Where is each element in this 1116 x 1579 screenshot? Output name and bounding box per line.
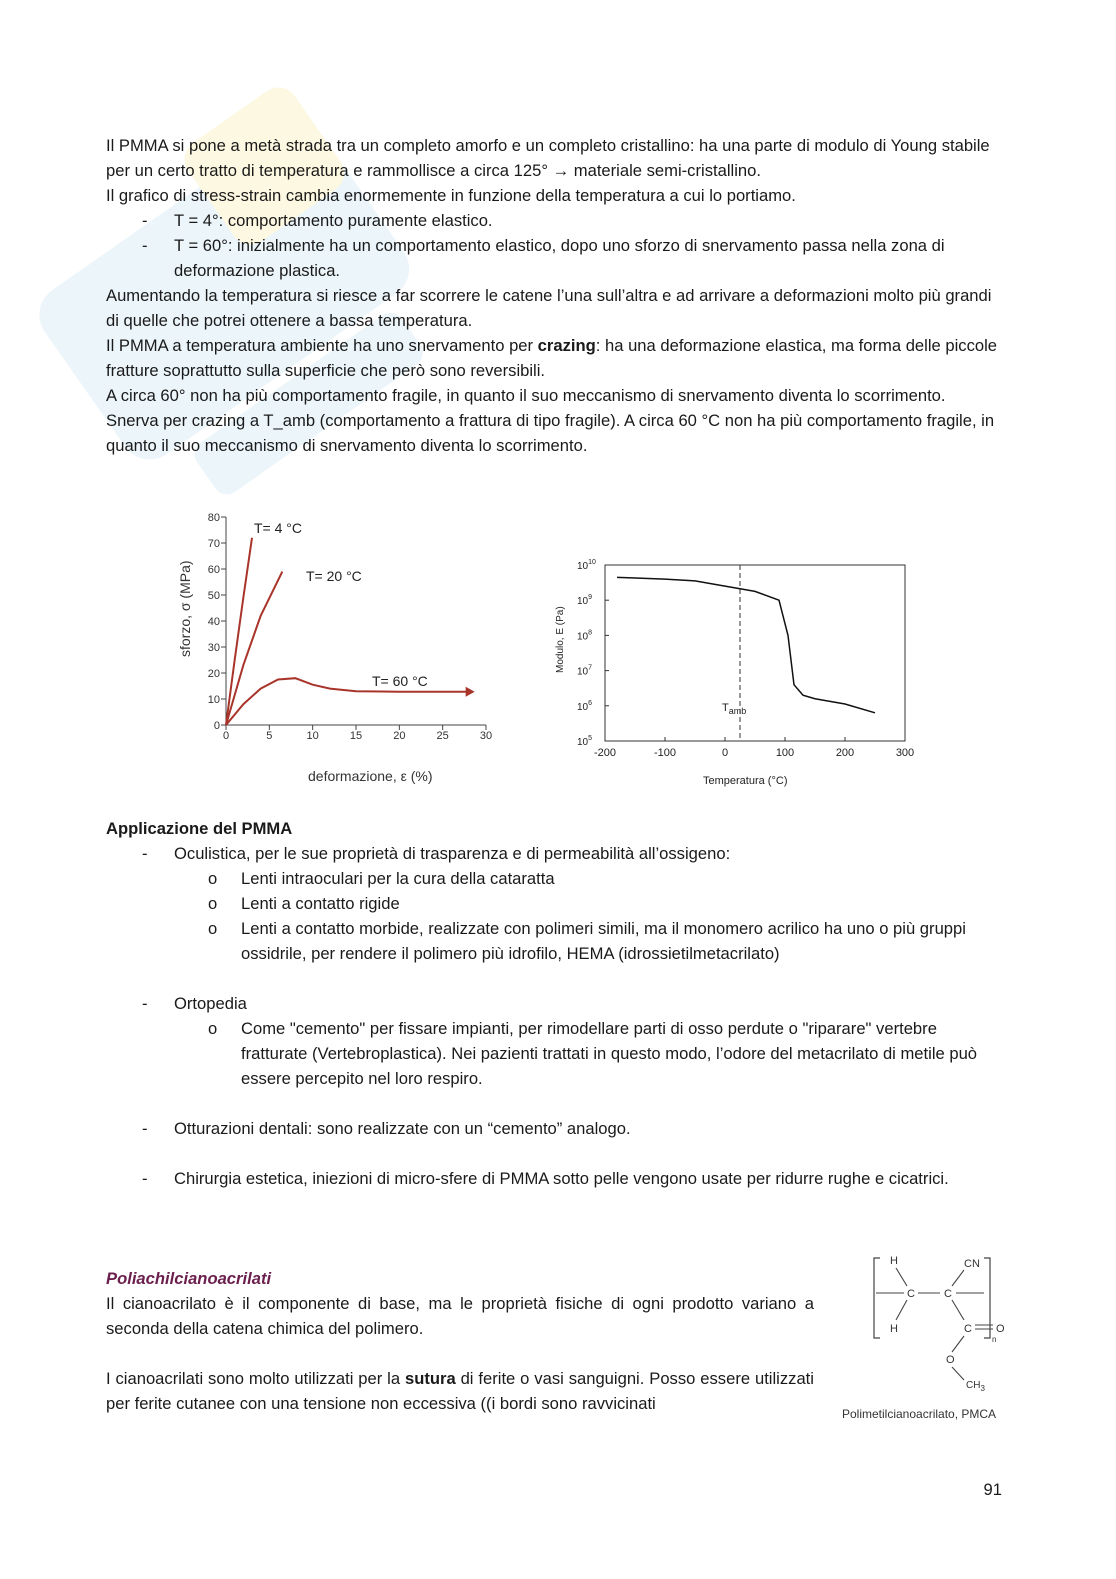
c2-ytick-label: $10^{10}$: [577, 559, 596, 572]
figures: [150, 505, 930, 805]
c1-ytick-label: 50: [207, 590, 220, 602]
subitem-rigide: o Lenti a contatto rigide: [106, 891, 1006, 916]
page-number: 91: [983, 1480, 1002, 1499]
c1-series-line: [226, 678, 469, 725]
bracket-left: [874, 1258, 880, 1338]
atom-c1: C: [907, 1288, 915, 1300]
c2-xlabel: Temperatura (°C): [703, 775, 788, 787]
c1-ytick-label: 30: [207, 642, 220, 654]
c1-xtick-label: 15: [349, 730, 363, 742]
c2-ytick-label: $10^9$: [577, 594, 593, 608]
paragraph-snerva: Snerva per crazing a T_amb (comportamento a frattura di tipo fragile). A circa 60 °C non ha più comportamento fragile, in quanto il suo meccanismo di snervamento diventa lo scorrimento.: [106, 411, 995, 455]
bullet-ortopedia: - Ortopedia: [106, 991, 1006, 1016]
c1-xtick-label: 20: [393, 730, 406, 742]
bullet-t4: - T = 4°: comportamento puramente elastico.: [106, 208, 1006, 233]
c1-ytick-label: 10: [207, 694, 220, 706]
c1-label-t4: T= 4 °C: [254, 520, 303, 536]
c1-ytick-label: 0: [213, 720, 220, 732]
atom-ch3: $CH_3$: [966, 1380, 985, 1393]
sutura-pre: I cianoacrilati sono molto utilizzati per la: [106, 1369, 405, 1388]
c2-xtick-label: -200: [593, 747, 617, 759]
c1-xtick-label: 0: [222, 730, 230, 742]
atom-h-bottom: H: [890, 1323, 898, 1335]
atom-o-double: O: [996, 1323, 1005, 1335]
atom-o-single: O: [946, 1354, 955, 1366]
c1-xtick-label: 25: [436, 730, 449, 742]
chem-caption: Polimetilcianoacrilato, PMCA: [842, 1407, 997, 1421]
bullet-oculistica: - Oculistica, per le sue proprietà di trasparenza e di permeabilità all’ossigeno:: [106, 841, 1006, 866]
paragraph-stress-strain: Il grafico di stress-strain cambia enormemente in funzione della temperatura a cui lo portiamo.: [106, 186, 796, 205]
atom-h-top: H: [890, 1255, 898, 1267]
paragraph-temperature: Aumentando la temperatura si riesce a far scorrere le catene l’una sull’altra e ad arrivare a deformazioni molto più grandi di quelle che potrei ottenere a bassa temperatura.: [106, 286, 992, 330]
c1-ytick-label: 60: [207, 564, 220, 576]
crazing-pre: Il PMMA a temperatura ambiente ha uno snervamento per: [106, 336, 538, 355]
c1-xtick-label: 10: [306, 730, 319, 742]
c2-xtick-label: 200: [835, 747, 855, 759]
applications-section: [106, 816, 1006, 1191]
bracket-right: [984, 1258, 990, 1338]
subitem-cemento: o Come "cemento" per fissare impianti, per rimodellare parti di osso perdute o "riparare" vertebre fratturate (Vertebroplastica). Nei pazienti trattati in questo modo, l’odore del metacrilato di metile può essere percepito nel loro respiro.: [106, 1016, 1006, 1091]
c1-label-t20: T= 20 °C: [306, 568, 362, 584]
c1-xlabel: deformazione, ε (%): [308, 768, 433, 784]
c2-ylabel: Modulo, E (Pa): [555, 606, 566, 673]
cyano-paragraph-1: Il cianoacrilato è il componente di base, ma le proprietà fisiche di ogni prodotto variano a seconda della catena chimica del polimero.: [106, 1294, 814, 1338]
c2-xtick-label: 300: [895, 747, 915, 759]
c2-ytick-label: $10^6$: [577, 699, 593, 713]
c1-xtick-label: 5: [266, 730, 273, 742]
c1-ytick-label: 80: [207, 512, 220, 524]
bullet-otturazioni: - Otturazioni dentali: sono realizzate con un “cemento” analogo.: [106, 1116, 1006, 1141]
sutura-bold: sutura: [404, 1369, 456, 1388]
modulus-temperature-chart: [555, 559, 914, 787]
paragraph-modulus: Il PMMA si pone a metà strada tra un completo amorfo e un completo cristallino: ha una parte di modulo di Young stabile per un certo tratto di temperatura e rammollisce a circa 125° → materiale semi-cristallino.: [106, 136, 990, 180]
intro-section: [106, 133, 1006, 458]
subitem-morbide: o Lenti a contatto morbide, realizzate con polimeri simili, ma il monomero acrilico ha uno o più gruppi ossidrile, per rendere il polimero più idrofilo, HEMA (idrossietilmetacrilato): [106, 916, 1006, 966]
c1-ylabel: sforzo, σ (MPa): [177, 560, 193, 657]
paragraph-crazing: [106, 333, 1006, 383]
c2-xtick-label: 100: [775, 747, 795, 759]
atom-c2: C: [944, 1288, 952, 1300]
crazing-post: : ha una deformazione elastica, ma forma delle piccole fratture soprattutto sulla superficie che però sono reversibili.: [106, 336, 998, 380]
c1-label-t60: T= 60 °C: [372, 673, 428, 689]
c2-ytick-label: $10^8$: [577, 629, 593, 643]
stress-strain-chart: [177, 512, 492, 784]
c1-arrowhead: [466, 687, 475, 697]
c1-series-line: [226, 538, 252, 725]
c1-ytick-label: 70: [207, 538, 220, 550]
atom-cn: CN: [964, 1258, 980, 1270]
repeat-n: n: [992, 1335, 997, 1344]
atom-c3: C: [964, 1323, 972, 1335]
c2-ytick-label: $10^7$: [577, 664, 593, 678]
c2-ytick-label: $10^5$: [577, 735, 593, 748]
applications-heading: Applicazione del PMMA: [106, 819, 293, 838]
cyano-heading: Poliachilcianoacrilati: [106, 1269, 272, 1288]
c1-xtick-label: 30: [479, 730, 493, 742]
chemical-structure: [840, 1248, 1030, 1428]
c2-xtick-label: 0: [721, 747, 729, 759]
bullet-chirurgia: - Chirurgia estetica, iniezioni di micro-sfere di PMMA sotto pelle vengono usate per ridurre rughe e cicatrici.: [106, 1166, 1006, 1191]
c1-ytick-label: 20: [207, 668, 220, 680]
c1-series-line: [226, 572, 282, 725]
c2-xtick-label: -100: [653, 747, 677, 759]
subitem-intraoculari: o Lenti intraoculari per la cura della cataratta: [106, 866, 1006, 891]
bullet-t60: - T = 60°: inizialmente ha un comportamento elastico, dopo uno sforzo di snervamento passa nella zona di deformazione plastica.: [106, 233, 1006, 283]
sutura-post: di ferite o vasi sanguigni. Posso essere utilizzati per ferite cutanee con una tensione non eccessiva ((i bordi sono ravvicinati: [106, 1369, 814, 1413]
crazing-bold: crazing: [537, 336, 596, 355]
c2-tamb-label: $T_{amb}$: [722, 702, 747, 716]
c2-series-line: [617, 577, 875, 713]
paragraph-60deg: A circa 60° non ha più comportamento fragile, in quanto il suo meccanismo di snervamento diventa lo scorrimento.: [106, 386, 946, 405]
cyano-paragraph-2: [106, 1366, 814, 1416]
c1-ytick-label: 40: [207, 616, 220, 628]
